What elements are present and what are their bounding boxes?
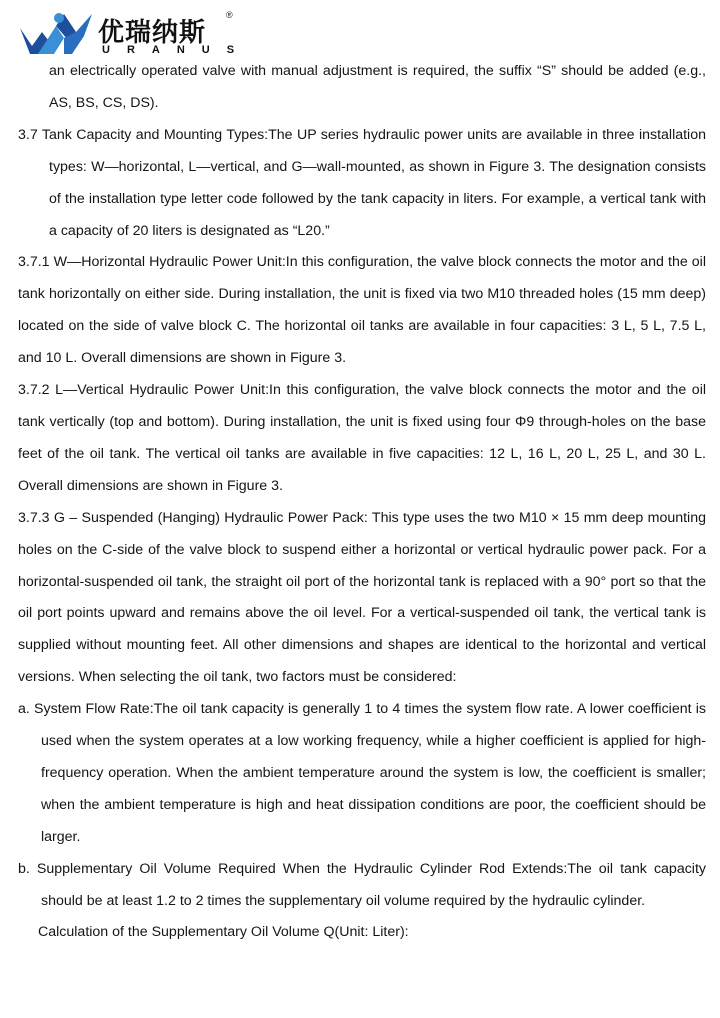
list-item-b: b. Supplementary Oil Volume Required When the Hydraulic Cylinder Rod Extends:The oil tank capacity should be at least 1.2 to 2 times the supplementary oil volume required by the hydraulic cylinder. (18, 860, 706, 909)
section-3-7: 3.7 Tank Capacity and Mounting Types:The UP series hydraulic power units are available in three installation types: W—horizontal, L—vertical, and G—wall-mounted, as shown in Figure 3. The designation consists of the installation type letter code followed by the tank capacity in liters. For example, a vertical tank with a capacity of 20 liters is designated as “L20.” (18, 126, 706, 239)
brand-name-chinese: 优瑞纳斯 (98, 18, 207, 48)
paragraph-continuation: an electrically operated valve with manual adjustment is required, the suffix “S” should be added (e.g., AS, BS, CS, DS). (49, 63, 706, 111)
calculation-heading: Calculation of the Supplementary Oil Volume Q(Unit: Liter): (38, 924, 409, 941)
section-3-7-2: 3.7.2 L—Vertical Hydraulic Power Unit:In this configuration, the valve block connects the motor and the oil tank vertically (top and bottom). During installation, the unit is fixed using four Φ9 through-holes on the base feet of the oil tank. The vertical oil tanks are available in five capacities: 12 L, 16 L, 20 L, 25 L, and 30 L. Overall dimensions are shown in Figure 3. (18, 382, 706, 494)
registered-mark: ® (226, 10, 233, 20)
document-body (0, 56, 720, 949)
section-3-7-1: 3.7.1 W—Horizontal Hydraulic Power Unit:In this configuration, the valve block connects the motor and the oil tank horizontally on either side. During installation, the unit is fixed via two M10 threaded holes (15 mm deep) located on the side of valve block C. The horizontal oil tanks are available in four capacities: 3 L, 5 L, 7.5 L, and 10 L. Overall dimensions are shown in Figure 3. (18, 254, 706, 367)
page-header (14, 6, 274, 56)
uranus-logo-icon (18, 10, 94, 56)
section-3-7-3: 3.7.3 G – Suspended (Hanging) Hydraulic Power Pack: This type uses the two M10 × 15 mm deep mounting holes on the C-side of the valve block to suspend either a horizontal or vertical hydraulic power pack. For a horizontal-suspended oil tank, the straight oil port of the horizontal tank is replaced with a 90° port so that the oil port points upward and remains above the oil level. For a vertical-suspended oil tank, the vertical tank is supplied without mounting feet. All other dimensions and shapes are identical to the horizontal and vertical versions. When selecting the oil tank, two factors must be considered: (18, 509, 706, 686)
brand-name-english: URANUS (102, 44, 252, 56)
list-item-a: a. System Flow Rate:The oil tank capacity is generally 1 to 4 times the system flow rate. A lower coefficient is used when the system operates at a low working frequency, while a higher coefficient is applied for high-frequency operation. When the ambient temperature around the system is low, the coefficient is smaller; when the ambient temperature is high and heat dissipation conditions are poor, the coefficient should be larger. (18, 701, 706, 845)
